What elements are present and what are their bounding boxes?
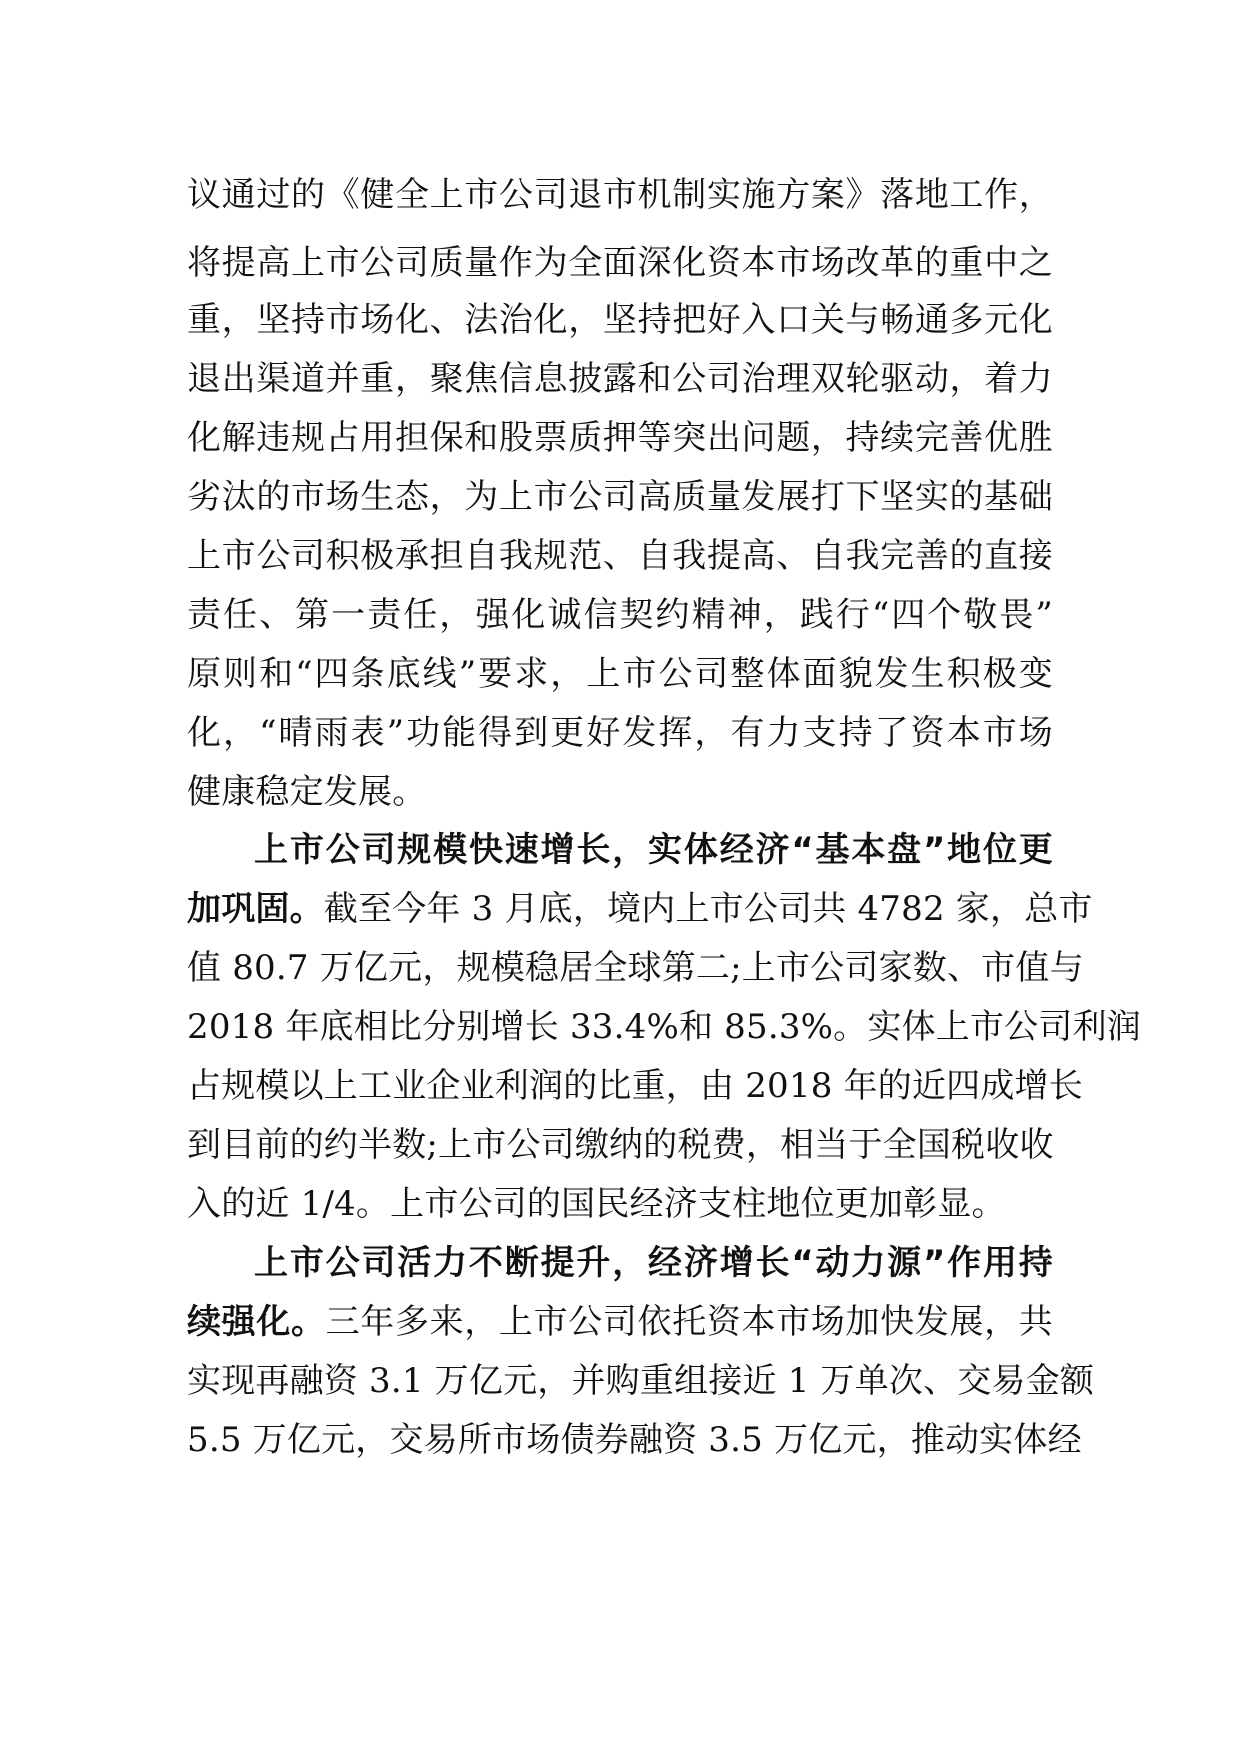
body-text-line: 上市公司积极承担自我规范、自我提高、自我完善的直接 [187, 536, 1053, 576]
section-heading: 上市公司活力不断提升，经济增长“动力源”作用持 [254, 1243, 1053, 1283]
body-text-line: 劣汰的市场生态，为上市公司高质量发展打下坚实的基础 [187, 477, 1053, 517]
body-text-line: 原则和“四条底线”要求，上市公司整体面貌发生积极变 [187, 654, 1053, 694]
body-text-line: 议通过的《健全上市公司退市机制实施方案》落地工作， [187, 175, 1053, 215]
body-text-line: 重，坚持市场化、法治化，坚持把好入口关与畅通多元化 [187, 300, 1053, 340]
body-text-line: 到目前的约半数;上市公司缴纳的税费，相当于全国税收收 [187, 1125, 1054, 1165]
section-heading: 上市公司规模快速增长，实体经济“基本盘”地位更 [254, 830, 1053, 870]
body-text-line: 责任、第一责任，强化诚信契约精神，践行“四个敬畏” [187, 595, 1053, 635]
body-text-line: 值 80.7 万亿元，规模稳居全球第二;上市公司家数、市值与 [187, 948, 1084, 988]
section-heading-tail: 续强化。 [187, 1302, 326, 1342]
body-text-line: 2018 年底相比分别增长 33.4%和 85.3%。实体上市公司利润 [187, 1007, 1141, 1047]
body-text-line: 化解违规占用担保和股票质押等突出问题，持续完善优胜 [187, 418, 1053, 458]
section-heading-tail: 加巩固。 [187, 889, 324, 929]
body-text-line-mixed [187, 877, 1093, 941]
body-text-line: 实现再融资 3.1 万亿元，并购重组接近 1 万单次、交易金额 [187, 1361, 1095, 1401]
body-text-line: 健康稳定发展。 [187, 772, 427, 812]
body-text-line: 占规模以上工业企业利润的比重，由 2018 年的近四成增长 [187, 1066, 1083, 1106]
body-text-segment: 三年多来，上市公司依托资本市场加快发展，共 [325, 1302, 1053, 1342]
body-text-line: 退出渠道并重，聚焦信息披露和公司治理双轮驱动，着力 [187, 359, 1053, 399]
body-text-line: 入的近 1/4。上市公司的国民经济支柱地位更加彰显。 [187, 1184, 1006, 1224]
body-text-line-mixed [187, 1290, 1053, 1354]
body-text-line: 5.5 万亿元，交易所市场债券融资 3.5 万亿元，推动实体经 [187, 1420, 1082, 1460]
body-text-line: 化，“晴雨表”功能得到更好发挥，有力支持了资本市场 [187, 713, 1053, 753]
body-text-line: 将提高上市公司质量作为全面深化资本市场改革的重中之 [187, 243, 1053, 283]
body-text-segment: 截至今年 3 月底，境内上市公司共 4782 家，总市 [323, 889, 1093, 929]
